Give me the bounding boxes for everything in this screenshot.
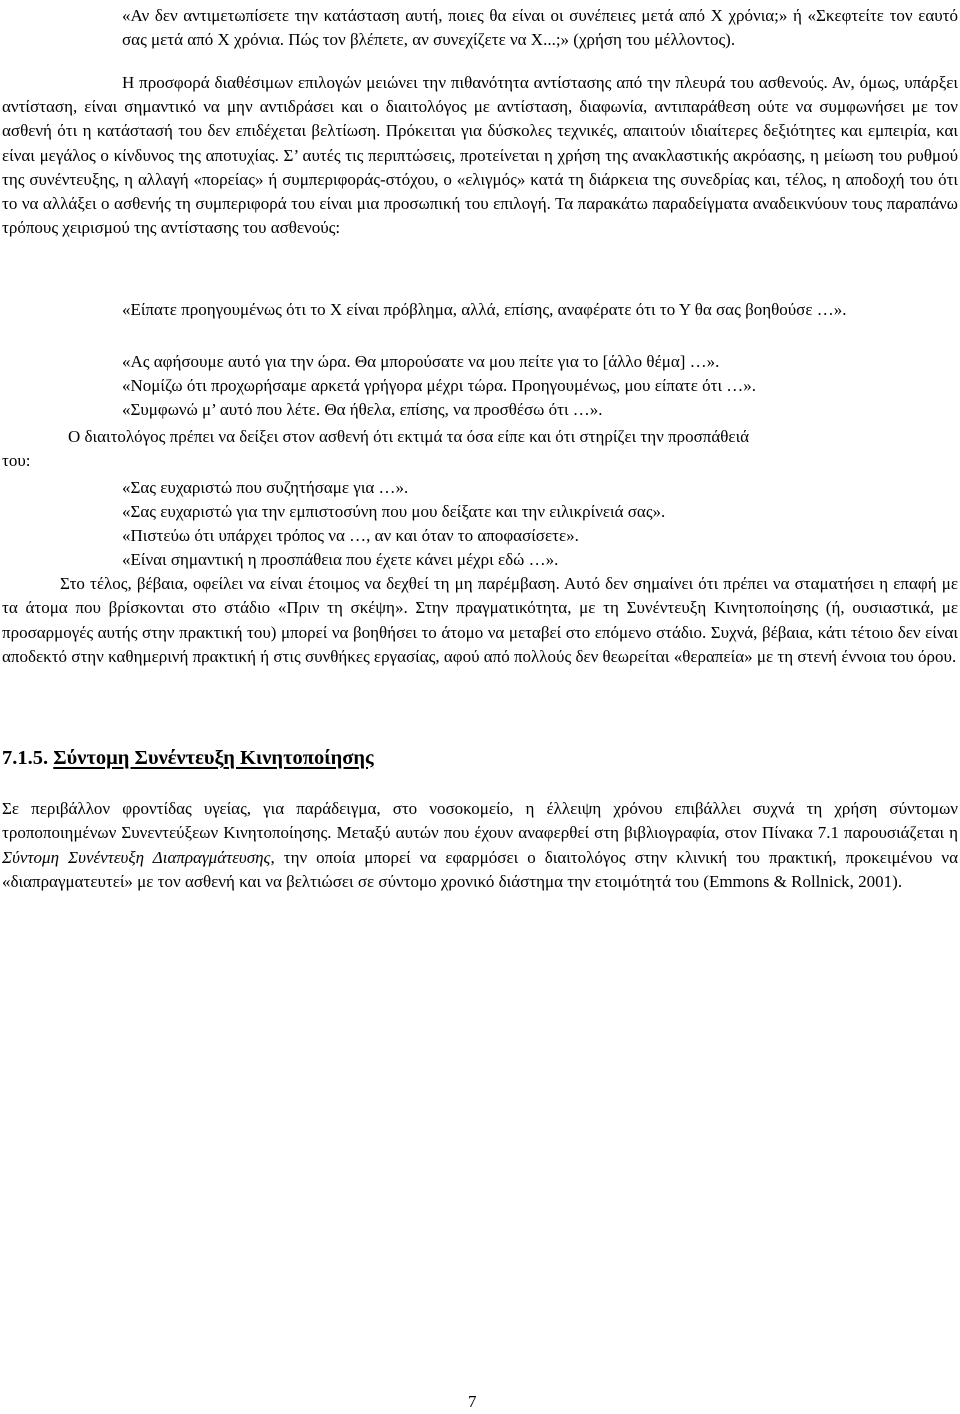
quote-example-2 bbox=[122, 350, 719, 374]
quote-example-1 bbox=[122, 298, 958, 323]
section-title: Σύντομη Συνέντευξη Κινητοποίησης bbox=[53, 747, 374, 769]
quote-thanks-2-text: «Σας ευχαριστώ για την εμπιστοσύνη που μου δείξατε και την ειλικρίνειά σας». bbox=[122, 502, 666, 521]
quote-thanks-2 bbox=[122, 500, 665, 524]
quote-thanks-3 bbox=[122, 524, 579, 548]
paragraph-brief-text-a: Σε περιβάλλον φροντίδας υγείας, για παράδειγμα, στο νοσοκομείο, η έλλειψη χρόνου επιβάλλει συχνά τη χρήση σύντομων τροποποιημένων Συνεντεύξεων Κινητοποίησης. Μεταξύ αυτών που έχουν αναφερθεί στη βιβλιογραφία, στον Πίνακα 7.1 παρουσιάζεται η bbox=[2, 799, 958, 843]
quote-thanks-3-text: «Πιστεύω ότι υπάρχει τρόπος να …, αν και όταν το αποφασίσετε». bbox=[122, 526, 579, 545]
page-number: 7 bbox=[468, 1392, 477, 1411]
paragraph-support-line1 bbox=[68, 425, 749, 449]
section-heading bbox=[2, 744, 374, 772]
quote-thanks-1-text: «Σας ευχαριστώ που συζητήσαμε για …». bbox=[122, 478, 409, 497]
quote-example-4-text: «Συμφωνώ μ’ αυτό που λέτε. Θα ήθελα, επίσης, να προσθέσω ότι …». bbox=[122, 400, 603, 419]
quote-example-3 bbox=[122, 374, 756, 398]
paragraph-future-question bbox=[122, 4, 958, 52]
paragraph-resistance bbox=[2, 71, 958, 240]
quote-example-1-text: «Είπατε προηγουμένως ότι το Χ είναι πρόβλημα, αλλά, επίσης, αναφέρατε ότι το Υ θα σας βοηθούσε …». bbox=[122, 300, 847, 319]
paragraph-support-text-a: Ο διαιτολόγος πρέπει να δείξει στον ασθενή ότι εκτιμά τα όσα είπε και ότι στηρίζει την προσπάθειά bbox=[68, 427, 750, 446]
quote-thanks-4-text: «Είναι σημαντική η προσπάθεια που έχετε κάνει μέχρι εδώ …». bbox=[122, 550, 559, 569]
paragraph-resistance-text: Η προσφορά διαθέσιμων επιλογών μειώνει την πιθανότητα αντίστασης από την πλευρά του ασθενούς. Αν, όμως, υπάρξει αντίσταση, είναι σημαντικό να μην αντιδράσει και ο διαιτολόγος με αντίσταση, διαφωνία, αντιπαράθεση ούτε να συμφωνήσει με τον ασθενή ότι η κατάστασή του δεν επιδέχεται βελτίωση. Πρόκειται για δύσκολες τεχνικές, απαιτούν ιδιαίτερες δεξιότητες και εμπειρία, και είναι μεγάλος ο κίνδυνος της αποτυχίας. Σ’ αυτές τις περιπτώσεις, προτείνεται η χρήση της ανακλαστικής ακρόασης, η μείωση του ρυθμού της συνέντευξης, η αλλαγή «πορείας» ή συμπεριφοράς-στόχου, ο «ελιγμός» κατά τη διάρκεια της συνεδρίας και, τέλος, η αποδοχή του ότι το να αλλάξει ο ασθενής τη συμπεριφορά του είναι μια προσωπική του επιλογή. Τα παρακάτω παραδείγματα αναδεικνύουν τους παραπάνω τρόπους χειρισμού της αντίστασης του ασθενούς: bbox=[2, 73, 958, 238]
paragraph-brief-interview bbox=[2, 797, 958, 894]
quote-example-4 bbox=[122, 398, 603, 422]
paragraph-support-line2 bbox=[2, 449, 30, 473]
quote-thanks-4 bbox=[122, 548, 558, 572]
paragraph-non-intervention bbox=[2, 572, 958, 669]
paragraph-non-intervention-text: Στο τέλος, βέβαια, οφείλει να είναι έτοιμος να δεχθεί τη μη παρέμβαση. Αυτό δεν σημαίνει ότι πρέπει να σταματήσει η επαφή με τα άτομα που βρίσκονται στο στάδιο «Πριν τη σκέψη». Στην πραγματικότητα, με τη Συνέντευξη Κινητοποίησης (ή, ουσιαστικά, με προσαρμογές αυτής στην πρακτική του) μπορεί να βοηθήσει το άτομο να μεταβεί στο επόμενο στάδιο. Συχνά, βέβαια, κάτι τέτοιο δεν είναι αποδεκτό στην καθημερινή πρακτική ή στις συνθήκες εργασίας, αφού από πολλούς δεν θεωρείται «θεραπεία» με τη στενή έννοια του όρου. bbox=[2, 574, 958, 666]
table-reference-italic: Σύντομη Συνέντευξη Διαπραγμάτευσης bbox=[2, 847, 271, 867]
quote-example-2-text: «Ας αφήσουμε αυτό για την ώρα. Θα μπορούσατε να μου πείτε για το [άλλο θέμα] …». bbox=[122, 352, 720, 371]
section-number: 7.1.5. bbox=[2, 747, 49, 769]
paragraph-support-text-b: του: bbox=[2, 451, 31, 470]
quote-example-3-text: «Νομίζω ότι προχωρήσαμε αρκετά γρήγορα μέχρι τώρα. Προηγουμένως, μου είπατε ότι …». bbox=[122, 376, 757, 395]
paragraph-brief-text-b: , την οποία μπορεί να εφαρμόσει ο διαιτολόγος στην κλινική του πρακτική, προκειμένου να «διαπραγματευτεί» με τον ασθενή και να βελτιώσει σε σύντομο χρονικό διάστημα την ετοιμότητά του (Emmons & Rollnick, 2001). bbox=[2, 847, 958, 891]
quote-thanks-1 bbox=[122, 476, 408, 500]
paragraph-future-question-text: «Αν δεν αντιμετωπίσετε την κατάσταση αυτή, ποιες θα είναι οι συνέπειες μετά από Χ χρόνια;» ή «Σκεφτείτε τον εαυτό σας μετά από Χ χρόνια. Πώς τον βλέπετε, αν συνεχίζετε να Χ...;» (χρήση του μέλλοντος). bbox=[122, 6, 958, 50]
